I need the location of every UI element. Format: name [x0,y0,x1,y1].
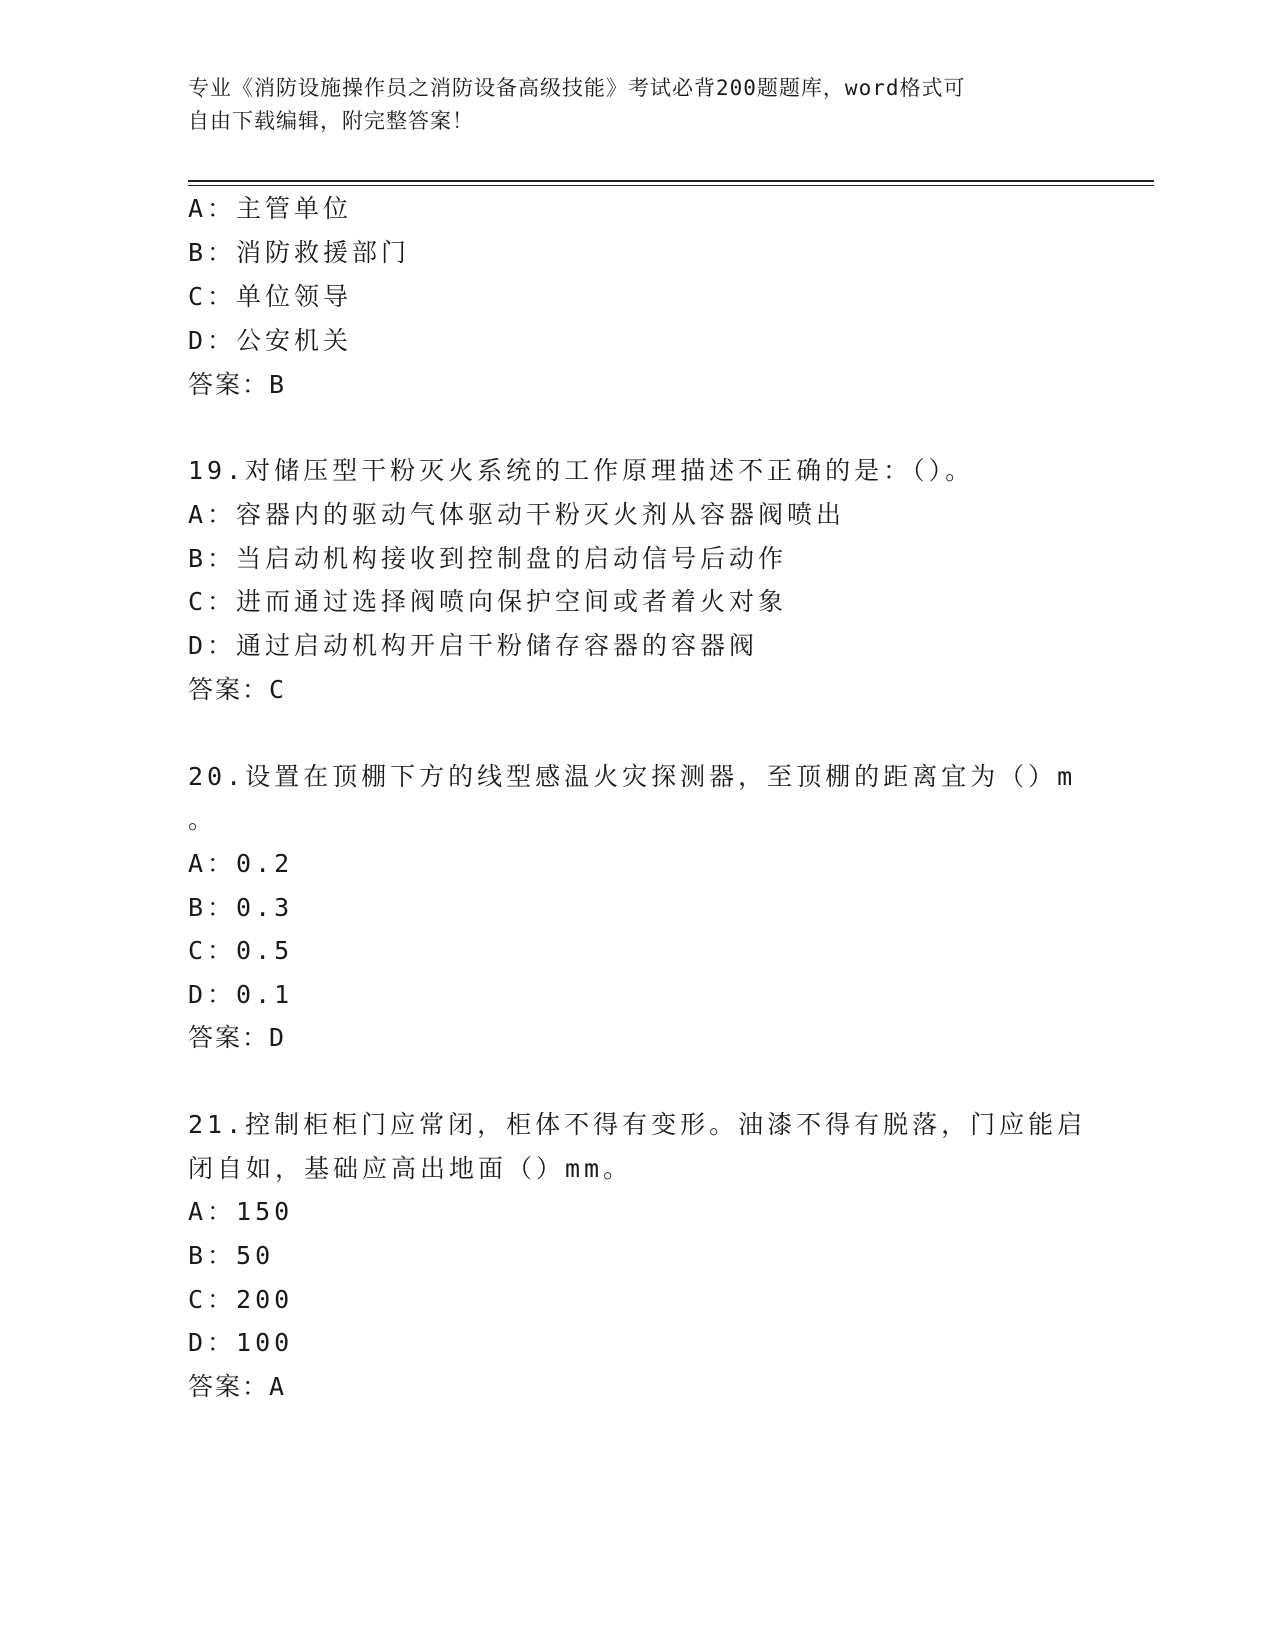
q19-option-a: A：容器内的驱动气体驱动干粉灭火剂从容器阀喷出 [188,500,846,529]
q21-option-a: A：150 [188,1197,294,1226]
q20-option-d: D：0.1 [188,980,294,1009]
q21-answer: 答案：A [188,1372,287,1401]
q19-answer: 答案：C [188,675,287,704]
document-header [188,72,1088,138]
q18-option-c: C：单位领导 [188,282,353,311]
q21-option-d: D：100 [188,1328,294,1357]
header-title-line-1: 专业《消防设施操作员之消防设备高级技能》考试必背200题题库，word格式可 [188,76,966,100]
header-divider-thin [188,185,1154,186]
q21-option-c: C：200 [188,1285,294,1314]
header-divider-thick [188,180,1154,182]
q21-stem-line-1: 21.控制柜柜门应常闭，柜体不得有变形。油漆不得有脱落，门应能启 [188,1110,1087,1139]
q18-option-a: A：主管单位 [188,194,353,223]
q20-answer: 答案：D [188,1023,287,1052]
q20-option-a: A：0.2 [188,849,294,878]
q21-option-b: B：50 [188,1241,275,1270]
q20-option-b: B：0.3 [188,893,294,922]
q19-stem: 19.对储压型干粉灭火系统的工作原理描述不正确的是：（）。 [188,456,975,485]
q20-stem-line-1: 20.设置在顶棚下方的线型感温火灾探测器，至顶棚的距离宜为（）m [188,762,1077,791]
q21-stem-line-2: 闭自如，基础应高出地面（）mm。 [188,1154,633,1183]
q19-option-c: C：进而通过选择阀喷向保护空间或者着火对象 [188,587,788,616]
q19-option-d: D：通过启动机构开启干粉储存容器的容器阀 [188,631,759,660]
q18-option-b: B：消防救援部门 [188,238,411,267]
header-title-line-2: 自由下载编辑，附完整答案！ [188,109,474,133]
q18-option-d: D：公安机关 [188,326,353,355]
q20-stem-line-2: 。 [188,805,218,834]
q20-option-c: C：0.5 [188,936,294,965]
q18-answer: 答案：B [188,370,287,399]
q19-option-b: B：当启动机构接收到控制盘的启动信号后动作 [188,544,788,573]
